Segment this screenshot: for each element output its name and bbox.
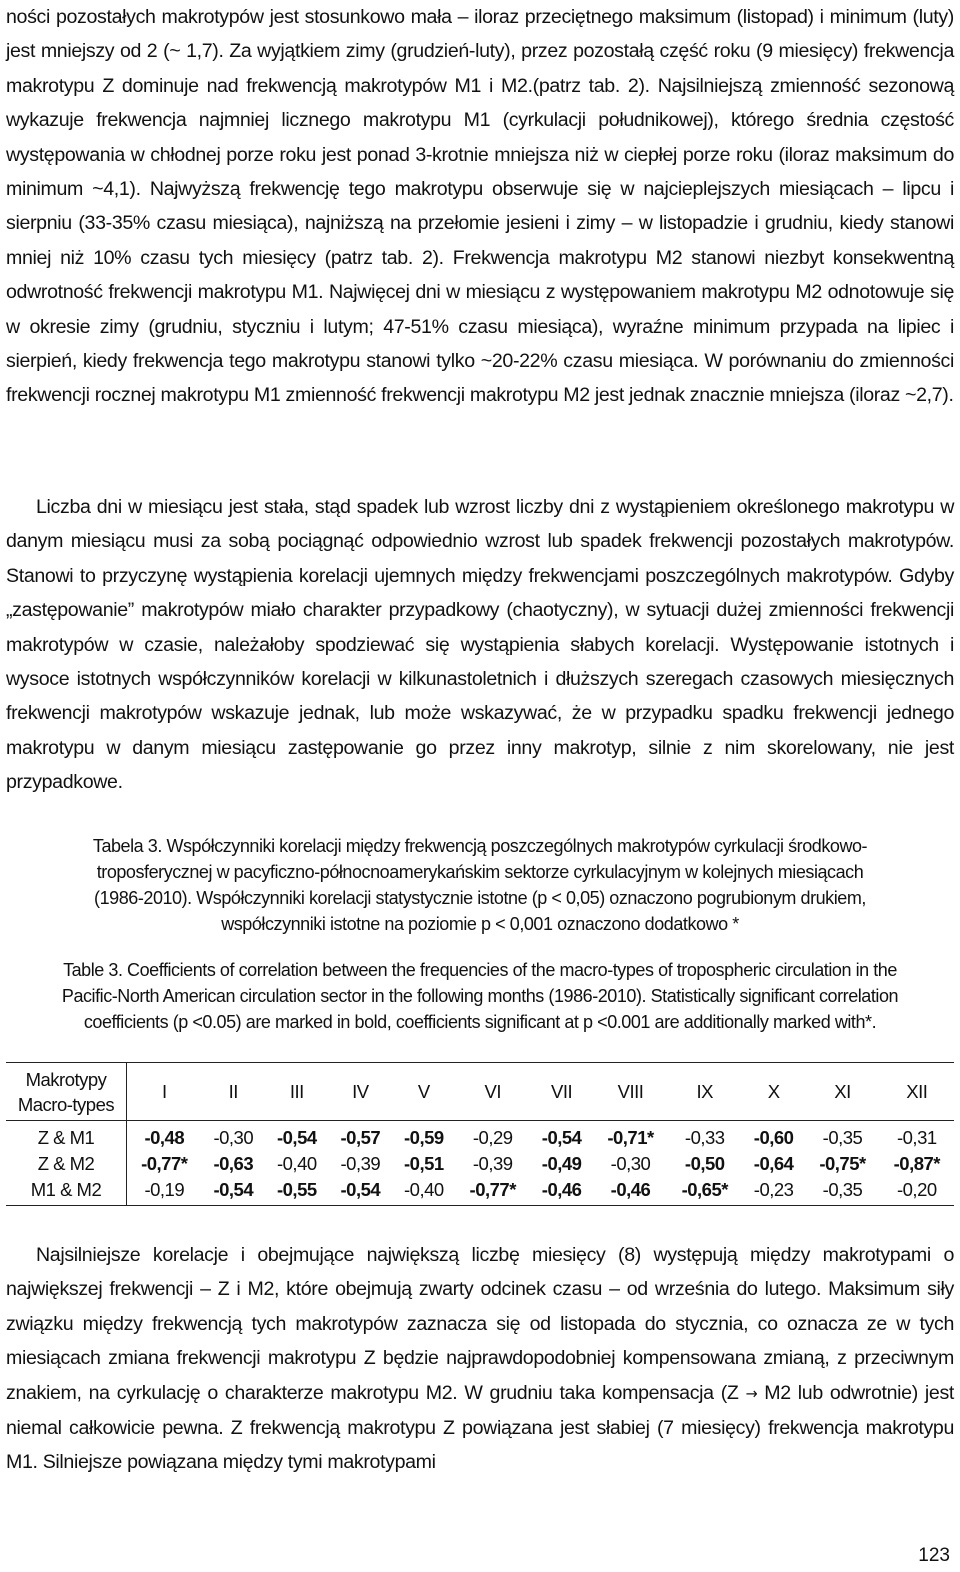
caption-pl-line bbox=[6, 911, 954, 937]
paragraph-3-text-a: Najsilniejsze korelacje i obejmujące największą liczbę miesięcy (8) występują między makrotypami o największej frekwencji – Z i M2, które obejmują zwarty odcinek czasu – od września do lutego. Maksimum siły związku między frekwencją tych makrotypów zaznacza się od listopada do stycznia, co oznacza ze w tych miesiącach zmiana frekwencji makrotypu Z będzie najprawdopodobniej kompensowana zmianą, z przeciwnym znakiem, na cyrkulację o charakterze makrotypu M2. W grudniu taka kompensacja (Z bbox=[6, 1244, 954, 1404]
correlation-cell: -0,33 bbox=[684, 1127, 725, 1148]
correlation-cell: -0,20 bbox=[880, 1177, 954, 1206]
correlation-cell: -0,57 bbox=[340, 1127, 381, 1148]
caption-en-line: coefficients (p <0.05) are marked in bold, coefficients significant at p <0.001 are additionally marked with*. bbox=[83, 1012, 877, 1032]
header-month: VI bbox=[456, 1063, 530, 1121]
caption-pl-line: (1986-2010). Współczynniki korelacji statystycznie istotne (p < 0,05) oznaczono pogrubionym drukiem, bbox=[94, 888, 866, 908]
correlation-cell: -0,54 bbox=[541, 1127, 582, 1148]
correlation-cell: -0,31 bbox=[896, 1127, 937, 1148]
table-caption-polish bbox=[6, 833, 954, 937]
header-month: XI bbox=[805, 1063, 879, 1121]
header-month: V bbox=[392, 1063, 456, 1121]
correlation-cell: -0,63 bbox=[213, 1153, 254, 1174]
header-month: IX bbox=[668, 1063, 742, 1121]
caption-en-line: Pacific-North American circulation sector in the following months (1986-2010). Statistically significant correlation bbox=[61, 986, 899, 1006]
correlation-cell: -0,71* bbox=[607, 1127, 654, 1148]
correlation-cell: -0,30 bbox=[610, 1153, 651, 1174]
paragraph-1: ności pozostałych makrotypów jest stosunkowo mała – iloraz przeciętnego maksimum (listopad) i minimum (luty) jest mniejszy od 2 (~ 1,7). Za wyjątkiem zimy (grudzień-luty), przez pozostałą część roku (9 miesięcy) frekwencja makrotypu Z dominuje nad frekwencją makrotypów M1 i M2.(patrz tab. 2). Najsilniejszą zmienność sezonową wykazuje frekwencja najmniej licznego makrotypu M1 (cyrkulacji południkowej), którego średnia częstość występowania w chłodnej porze roku jest ponad 3-krotnie mniejsza niż w ciepłej porze roku (iloraz maksimum do minimum ~4,1). Najwyższą frekwencję tego makrotypu obserwuje się w najcieplejszych miesiącach – lipcu i sierpniu (33-35% czasu miesiąca), najniższą na przełomie jesieni i zimy – w listopadzie i grudniu, kiedy stanowi mniej niż 10% czasu tych miesięcy (patrz tab. 2). Frekwencja makrotypu M2 stanowi niezbyt konsekwentną odwrotność frekwencji makrotypu M1. Najwięcej dni w miesiącu z występowaniem makrotypu M2 odnotowuje się w okresie zimy (grudniu, styczniu i lutym; 47-51% czasu miesiąca), wyraźne minimum przypada na lipiec i sierpień, kiedy frekwencja tego makrotypu stanowi tylko ~20-22% czasu miesiąca. W porównaniu do zmienności frekwencji rocznej makrotypu M1 zmienność frekwencji makrotypu M2 jest jednak znacznie mniejsza (iloraz ~2,7). bbox=[6, 6, 954, 407]
header-month: XII bbox=[880, 1063, 954, 1121]
correlation-table bbox=[6, 1062, 954, 1206]
caption-en-line: Table 3. Coefficients of correlation between the frequencies of the macro-types of tropospheric circulation in the bbox=[63, 960, 897, 980]
arrow-right-icon: → bbox=[745, 1383, 758, 1403]
table-header-row bbox=[6, 1063, 954, 1121]
table-row bbox=[6, 1151, 954, 1177]
correlation-cell: -0,54 bbox=[329, 1177, 393, 1206]
header-label-pl: Makrotypy bbox=[25, 1068, 107, 1090]
correlation-cell: -0,40 bbox=[392, 1177, 456, 1206]
correlation-cell: -0,60 bbox=[753, 1127, 794, 1148]
caption-pl-line: troposferycznej w pacyficzno-północnoamerykańskim sektorze cyrkulacyjnym w kolejnych miesiącach bbox=[96, 862, 864, 882]
header-month: I bbox=[127, 1063, 202, 1121]
paragraph-3-text-b: M2 lub odwrotnie) jest niemal całkowicie pewna. Z frekwencją makrotypu Z powiązana jest słabiej (7 miesięcy) frekwencja makrotypu M1. Silniejsze powiązana między tymi makrotypami bbox=[6, 1381, 954, 1474]
correlation-cell: -0,40 bbox=[276, 1153, 317, 1174]
table-caption-english bbox=[6, 957, 954, 1035]
correlation-cell: -0,59 bbox=[404, 1127, 444, 1148]
table-body bbox=[6, 1121, 954, 1206]
header-label-en: Macro-types bbox=[17, 1093, 115, 1115]
correlation-cell: -0,39 bbox=[340, 1153, 381, 1174]
correlation-cell: -0,77* bbox=[456, 1177, 530, 1206]
correlation-cell: -0,75* bbox=[819, 1153, 866, 1174]
row-label: Z & M1 bbox=[6, 1121, 127, 1152]
row-label: Z & M2 bbox=[6, 1151, 127, 1177]
correlation-cell: -0,35 bbox=[822, 1127, 863, 1148]
page-number: 123 bbox=[918, 1545, 950, 1566]
row-label: M1 & M2 bbox=[6, 1177, 127, 1206]
header-macrotypes bbox=[6, 1063, 127, 1121]
table-row bbox=[6, 1177, 954, 1206]
correlation-cell: -0,87* bbox=[893, 1153, 940, 1174]
correlation-cell: -0,23 bbox=[742, 1177, 806, 1206]
correlation-cell: -0,46 bbox=[530, 1177, 594, 1206]
paragraph-2: Liczba dni w miesiącu jest stała, stąd spadek lub wzrost liczby dni z wystąpieniem określonego makrotypu w danym miesiącu musi za sobą pociągnąć odpowiednio wzrost lub spadek frekwencji pozostałych makrotypów. Stanowi to przyczynę wystąpienia korelacji ujemnych między frekwencjami poszczególnych makrotypów. Gdyby „zastępowanie” makrotypów miało charakter przypadkowy (chaotyczny), w sytuacji dużej zmienności frekwencji makrotypów w czasie, należałoby spodziewać się wystąpienia słabych korelacji. Występowanie istotnych i wysoce istotnych współczynników korelacji w kilkunastoletnich i dłuższych szeregach czasowych miesięcznych frekwencji makrotypów wskazuje jednak, lub może wskazywać, że w przypadku spadku frekwencji jednego makrotypu w danym miesiącu zastępowanie go przez inny makrotyp, silnie z nim skorelowany, nie jest przypadkowe. bbox=[6, 496, 954, 794]
caption-pl-line-text: współczynniki istotne na poziomie p < 0,001 oznaczono dodatkowo * bbox=[221, 914, 739, 934]
header-month: X bbox=[742, 1063, 806, 1121]
caption-pl-line: Tabela 3. Współczynniki korelacji między frekwencją poszczególnych makrotypów cyrkulacji środkowo- bbox=[92, 836, 868, 856]
correlation-cell: -0,54 bbox=[202, 1177, 266, 1206]
correlation-cell: -0,35 bbox=[805, 1177, 879, 1206]
table-row bbox=[6, 1121, 954, 1152]
correlation-cell: -0,65* bbox=[668, 1177, 742, 1206]
correlation-cell: -0,64 bbox=[753, 1153, 794, 1174]
correlation-cell: -0,46 bbox=[593, 1177, 667, 1206]
correlation-cell: -0,30 bbox=[213, 1127, 254, 1148]
header-month: VIII bbox=[593, 1063, 667, 1121]
correlation-cell: -0,77* bbox=[141, 1153, 188, 1174]
paragraph-3 bbox=[6, 1238, 954, 1480]
correlation-cell: -0,50 bbox=[684, 1153, 725, 1174]
correlation-cell: -0,48 bbox=[144, 1127, 185, 1148]
correlation-cell: -0,49 bbox=[541, 1153, 582, 1174]
correlation-cell: -0,39 bbox=[472, 1153, 513, 1174]
correlation-cell: -0,19 bbox=[127, 1177, 202, 1206]
header-month: VII bbox=[530, 1063, 594, 1121]
correlation-cell: -0,51 bbox=[404, 1153, 444, 1174]
correlation-cell: -0,29 bbox=[472, 1127, 513, 1148]
header-month: IV bbox=[329, 1063, 393, 1121]
header-month: II bbox=[202, 1063, 266, 1121]
header-month: III bbox=[265, 1063, 329, 1121]
correlation-cell: -0,54 bbox=[276, 1127, 317, 1148]
correlation-cell: -0,55 bbox=[265, 1177, 329, 1206]
